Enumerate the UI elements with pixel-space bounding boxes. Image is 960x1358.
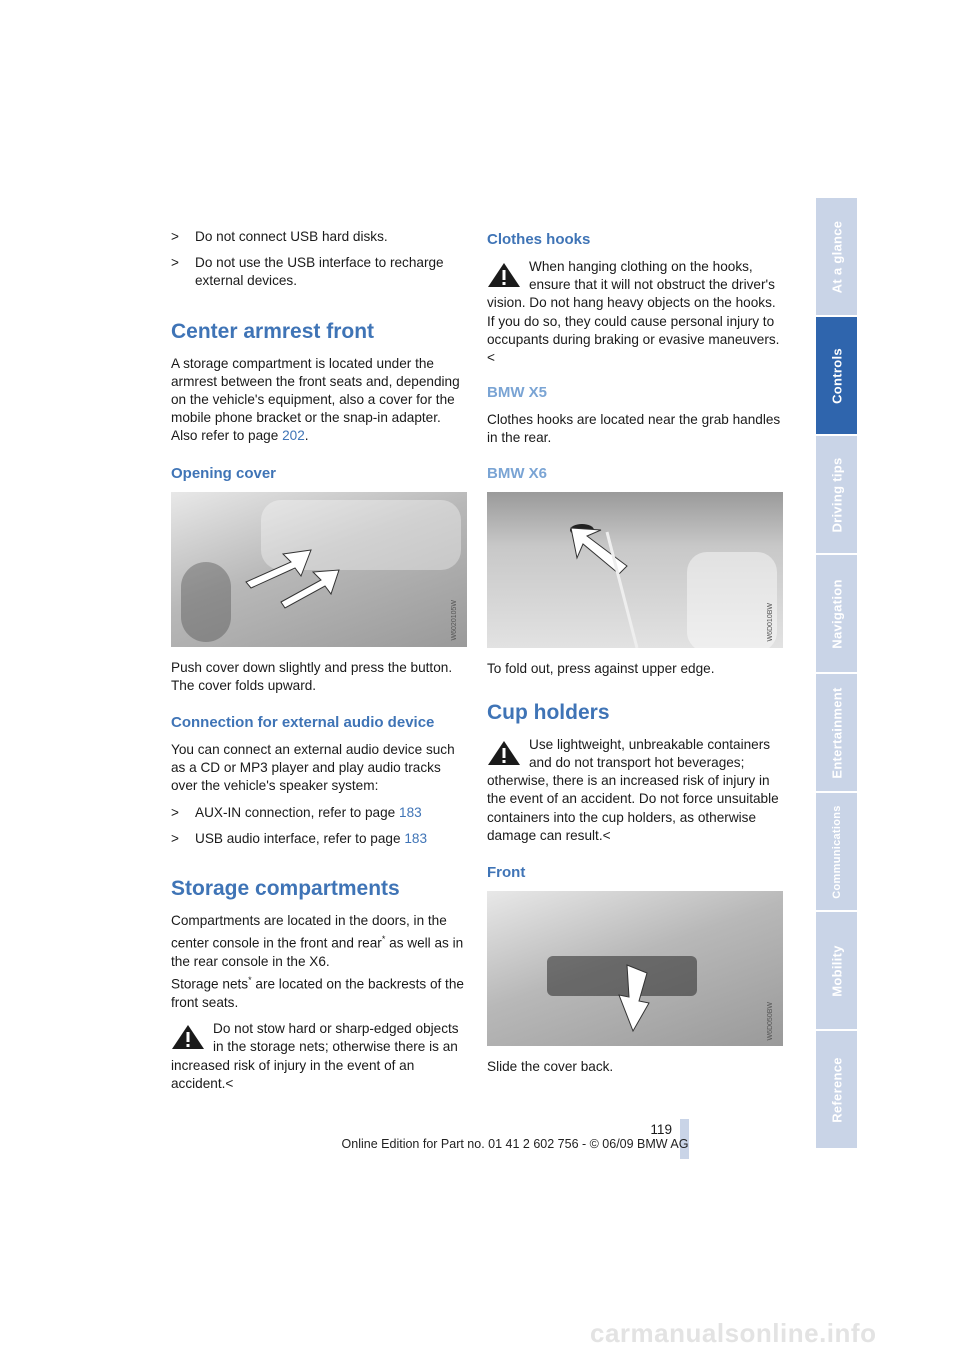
- warning-block: [487, 736, 785, 845]
- armrest-paragraph: [171, 355, 469, 446]
- bullet-text: Do not connect USB hard disks.: [195, 229, 388, 244]
- page-link-202[interactable]: 202: [282, 428, 305, 444]
- subheading-bmw-x5: BMW X5: [487, 384, 547, 402]
- figure-code: W6020105W: [450, 600, 458, 641]
- warning-icon: [487, 262, 521, 288]
- page-link-183[interactable]: 183: [399, 804, 422, 820]
- bullet-marker: >: [171, 229, 179, 244]
- clothes-hook-figure: [487, 492, 783, 648]
- bullet-marker: >: [171, 830, 179, 846]
- warning-icon: [487, 740, 521, 766]
- tab-label: Driving tips: [829, 456, 844, 533]
- tab-label: Entertainment: [829, 686, 844, 779]
- armrest-figure: [171, 492, 467, 647]
- arrow-icon: [487, 891, 783, 1046]
- subheading-external-audio: Connection for external audio device: [171, 714, 435, 732]
- tab-label: Controls: [829, 347, 844, 404]
- warning-end-mark: <: [225, 1075, 234, 1091]
- x5-paragraph: Clothes hooks are located near the grab handles in the rear.: [487, 412, 781, 446]
- right-column: [487, 228, 785, 1084]
- tab-at-a-glance[interactable]: [816, 198, 857, 317]
- warning-end-mark: <: [602, 827, 611, 843]
- watermark: [0, 1318, 960, 1358]
- warning-text: Do not stow hard or sharp-edged objects in the storage nets; otherwise there is an increased risk of injury in the event of an accident.: [171, 1021, 459, 1091]
- subheading-front: Front: [487, 864, 526, 882]
- bullet-text: Do not use the USB interface to recharge external devices.: [195, 255, 444, 289]
- figure-code: W6D050BW: [766, 1001, 774, 1041]
- opening-cover-caption: Push cover down slightly and press the button. The cover folds upward.: [171, 659, 453, 693]
- left-column: [171, 228, 469, 1101]
- storage-text: Compartments are located in the doors, in the center console in the front and rear: [171, 913, 447, 951]
- list-item: [171, 804, 469, 822]
- list-item: [171, 830, 469, 848]
- arrow-icon: [487, 492, 783, 648]
- bullet-marker: >: [171, 804, 179, 820]
- footer-text: Online Edition for Part no. 01 41 2 602 756 - © 06/09 BMW AG: [341, 1137, 689, 1151]
- tab-driving-tips[interactable]: [816, 436, 857, 555]
- storage-text: as well as in the rear console in the X6.: [171, 935, 464, 969]
- storage-paragraph: [171, 912, 469, 1012]
- warning-text: When hanging clothing on the hooks, ensure that it will not obstruct the driver's vision. Do not hang heavy objects on the hooks. If you do so, they could cause personal injury to occupants during braking or evasive maneuvers.: [487, 259, 780, 347]
- watermark-text: carmanualsonline.info: [590, 1318, 877, 1348]
- tab-navigation[interactable]: [816, 555, 857, 674]
- page-number: 119: [650, 1122, 672, 1137]
- x6-caption: To fold out, press against upper edge.: [487, 660, 715, 676]
- option-asterisk: *: [381, 934, 386, 945]
- subheading-clothes-hooks: Clothes hooks: [487, 231, 591, 248]
- cup-holder-figure: [487, 891, 783, 1046]
- tab-label: At a glance: [829, 220, 844, 293]
- period: .: [304, 428, 309, 444]
- storage-text: are located on the backrests of the front seats.: [171, 976, 464, 1010]
- bullet-marker: >: [171, 255, 179, 271]
- tab-reference[interactable]: [816, 1031, 857, 1150]
- subheading-opening-cover: Opening cover: [171, 464, 277, 482]
- audio-paragraph: You can connect an external audio device such as a CD or MP3 player and play audio tracks over the vehicle's speaker system:: [171, 742, 455, 794]
- storage-text: Storage nets: [171, 976, 249, 992]
- section-heading-cup-holders: Cup holders: [487, 700, 610, 724]
- section-tabs: [816, 198, 857, 1150]
- tab-communications[interactable]: [816, 793, 857, 912]
- bullet-text: USB audio interface, refer to page: [195, 830, 405, 846]
- tab-label: Communications: [830, 804, 843, 899]
- bullet-text: AUX-IN connection, refer to page: [195, 804, 400, 820]
- figure-code: W6D010BW: [766, 603, 774, 642]
- warning-block: [171, 1020, 469, 1093]
- warning-block: [487, 258, 785, 367]
- section-heading-armrest: Center armrest front: [171, 319, 375, 343]
- tab-entertainment[interactable]: [816, 674, 857, 793]
- tab-label: Reference: [829, 1056, 844, 1123]
- armrest-text: A storage compartment is located under the armrest between the front seats and, depending on the vehicle's equipment, also a cover for the mobile phone bracket or the snap-in adapter. Also refer to page: [171, 355, 460, 444]
- front-caption: Slide the cover back.: [487, 1059, 614, 1075]
- tab-controls[interactable]: [816, 317, 857, 436]
- warning-icon: [171, 1024, 205, 1050]
- page-link-183[interactable]: 183: [404, 830, 428, 846]
- tab-label: Navigation: [829, 578, 844, 649]
- section-heading-storage: Storage compartments: [171, 877, 400, 901]
- tab-label: Mobility: [829, 944, 844, 997]
- warning-text: Use lightweight, unbreakable containers and do not transport hot beverages; otherwise, there is an increased risk of injury in the event of an accident. Do not force unsuitable containers into the cup holders, as otherwise damage can result.: [487, 736, 779, 843]
- tab-mobility[interactable]: [816, 912, 857, 1031]
- subheading-bmw-x6: BMW X6: [487, 464, 547, 482]
- warning-end-mark: <: [487, 350, 495, 366]
- option-asterisk: *: [248, 975, 252, 986]
- arrows-icon: [171, 492, 467, 647]
- list-item: [171, 254, 469, 290]
- list-item: [171, 228, 469, 246]
